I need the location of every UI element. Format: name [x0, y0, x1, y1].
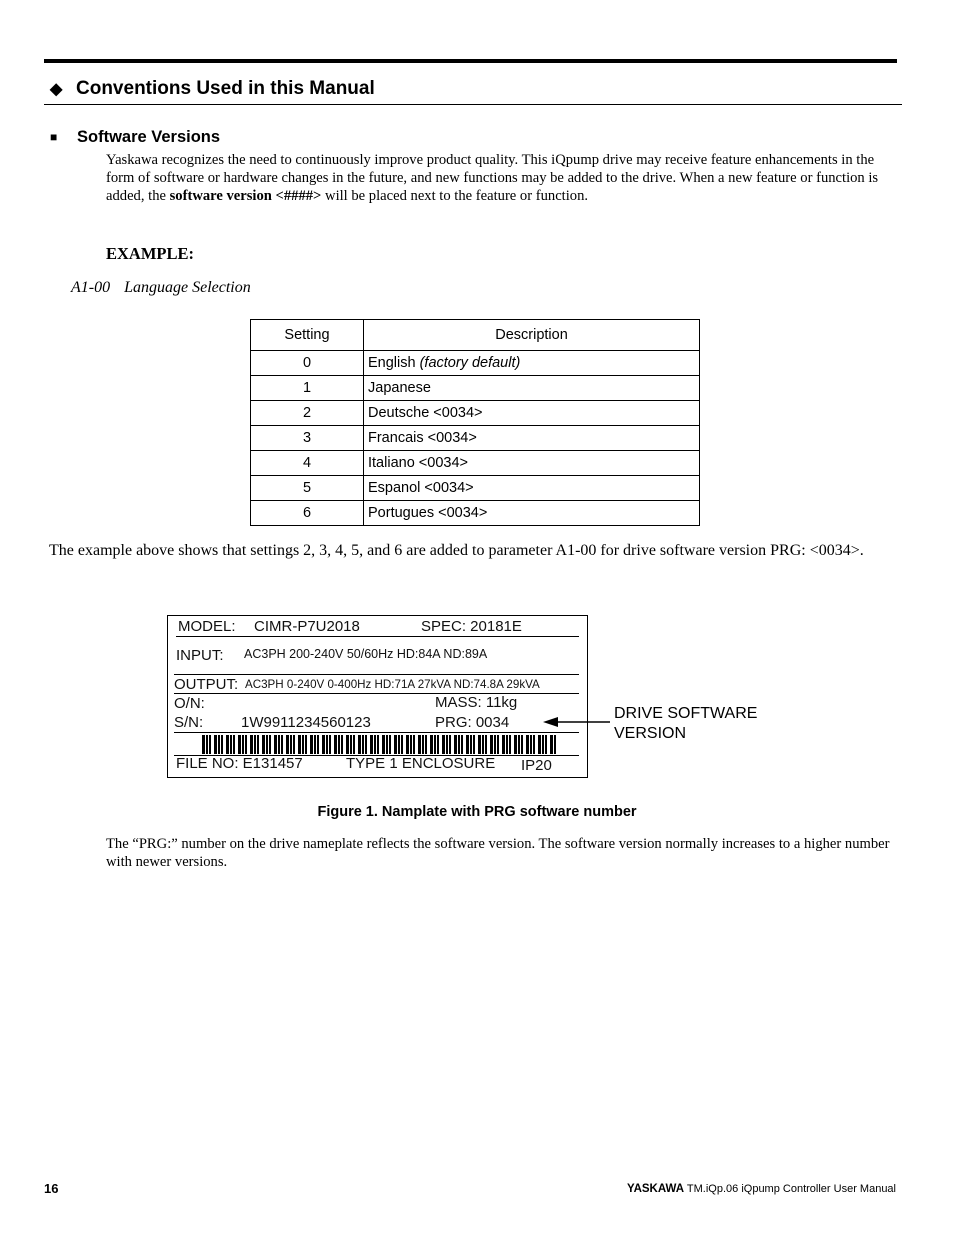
- setting-cell: 6: [251, 501, 364, 526]
- setting-cell: 3: [251, 426, 364, 451]
- enclosure-type: TYPE 1 ENCLOSURE: [346, 755, 496, 772]
- example-explanation: The example above shows that settings 2, 3, 4, 5, and 6 are added to parameter A1-00 for drive software version PRG: <0034>.: [49, 542, 864, 559]
- page-number: 16: [44, 1181, 59, 1196]
- drive-software-version-callout: [614, 704, 757, 744]
- description-note: (factory default): [419, 355, 521, 371]
- description-text: English: [368, 355, 420, 371]
- top-rule: [44, 59, 897, 63]
- setting-cell: 0: [251, 351, 364, 376]
- setting-cell: 2: [251, 401, 364, 426]
- nameplate-divider: [174, 732, 579, 733]
- subsection-heading: [50, 128, 220, 147]
- footer-manual-title: [627, 1183, 896, 1195]
- output-rating: AC3PH 0-240V 0-400Hz HD:71A 27kVA ND:74.8A 29kVA: [245, 678, 540, 691]
- parameter-title: [71, 279, 251, 297]
- intro-text-start: Yaskawa recognizes the need to continuously improve product quality. This iQpump drive may receive feature enhancements in the form of software or hardware changes in the future, and new functions may be added to the drive. When a new feature or function is added, the: [106, 152, 879, 204]
- model-label: MODEL:: [178, 618, 236, 635]
- nameplate-divider: [176, 636, 579, 637]
- table-row: [251, 451, 700, 476]
- table-row: [251, 476, 700, 501]
- footer-manual-name: TM.iQp.06 iQpump Controller User Manual: [686, 1183, 896, 1195]
- heading-rule: [44, 104, 902, 105]
- footer-brand: YASKAWA: [626, 1183, 685, 1195]
- callout-line-2: VERSION: [614, 725, 687, 742]
- intro-text-end: will be placed next to the feature or function.: [321, 188, 589, 204]
- table-row: [251, 376, 700, 401]
- square-bullet-icon: ■: [50, 130, 58, 144]
- ip-rating: IP20: [521, 757, 552, 774]
- description-cell: Portugues <0034>: [364, 501, 700, 526]
- language-settings-table: [250, 319, 700, 526]
- column-header-description: Description: [364, 320, 700, 351]
- nameplate-divider: [174, 693, 579, 694]
- callout-line-1: DRIVE SOFTWARE: [614, 705, 758, 722]
- drive-nameplate: [167, 615, 588, 778]
- parameter-name: Language Selection: [124, 279, 251, 296]
- barcode: [202, 735, 556, 754]
- intro-paragraph: [106, 151, 902, 205]
- setting-cell: 5: [251, 476, 364, 501]
- input-label: INPUT:: [176, 647, 224, 664]
- output-label: OUTPUT:: [174, 676, 239, 693]
- description-cell: Espanol <0034>: [364, 476, 700, 501]
- table-row: [251, 351, 700, 376]
- mass-value: MASS: 11kg: [435, 694, 518, 711]
- description-cell: Francais <0034>: [364, 426, 700, 451]
- setting-cell: 1: [251, 376, 364, 401]
- setting-cell: 4: [251, 451, 364, 476]
- description-cell: Deutsche <0034>: [364, 401, 700, 426]
- subsection-title: Software Versions: [77, 128, 221, 146]
- prg-explanation: The “PRG:” number on the drive nameplate reflects the software version. The software version normally increases to a higher number with newer versions.: [106, 836, 890, 870]
- column-header-setting: Setting: [251, 320, 364, 351]
- example-label: EXAMPLE:: [106, 244, 194, 263]
- table-header-row: [251, 320, 700, 351]
- spec-value: SPEC: 20181E: [421, 618, 522, 635]
- input-rating: AC3PH 200-240V 50/60Hz HD:84A ND:89A: [244, 647, 488, 661]
- serial-number: 1W9911234560123: [241, 714, 371, 731]
- description-cell: Japanese: [364, 376, 700, 401]
- description-cell: [364, 351, 700, 376]
- prg-version: PRG: 0034: [435, 714, 510, 731]
- figure-caption: Figure 1. Namplate with PRG software number: [317, 804, 637, 820]
- nameplate-divider: [174, 674, 579, 675]
- parameter-code: A1-00: [71, 279, 111, 296]
- intro-text-bold: software version <####>: [169, 188, 322, 204]
- section-heading: [50, 78, 375, 100]
- description-cell: Italiano <0034>: [364, 451, 700, 476]
- order-number-label: O/N:: [174, 695, 205, 712]
- table-row: [251, 426, 700, 451]
- serial-label: S/N:: [174, 714, 204, 731]
- table-row: [251, 401, 700, 426]
- file-number: FILE NO: E131457: [176, 755, 303, 772]
- diamond-bullet-icon: ◆: [50, 81, 63, 98]
- arrow-left-icon: [542, 713, 612, 733]
- section-title: Conventions Used in this Manual: [76, 78, 375, 99]
- model-value: CIMR-P7U2018: [254, 618, 360, 635]
- table-row: [251, 501, 700, 526]
